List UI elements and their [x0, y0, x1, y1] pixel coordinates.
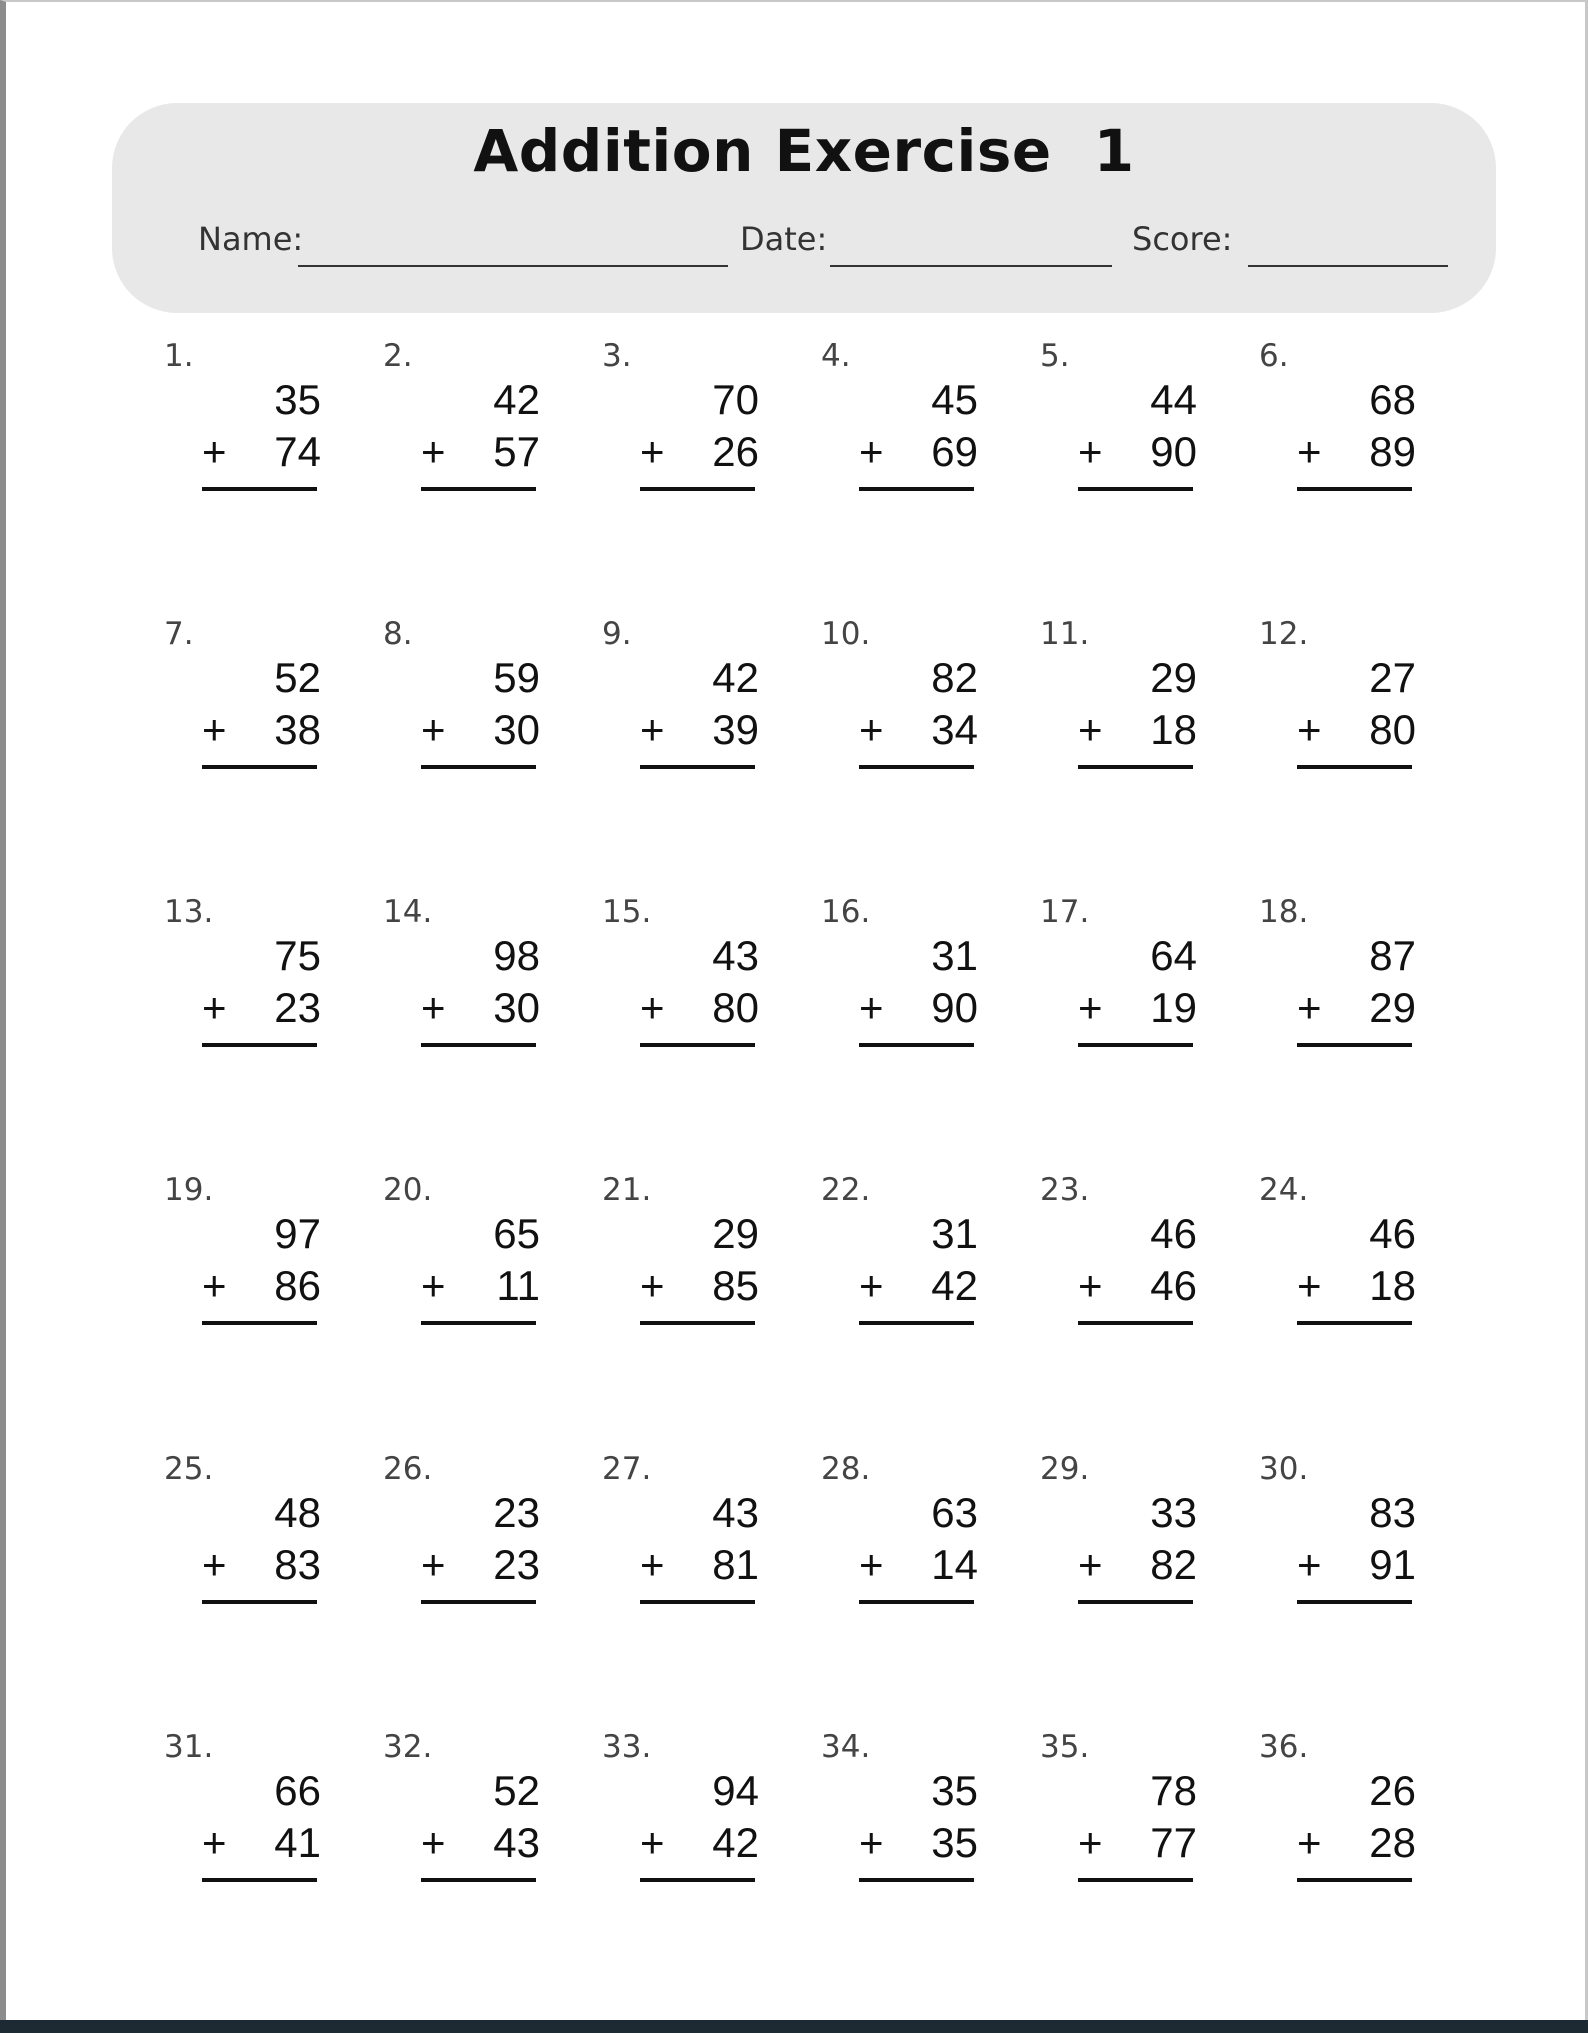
problem-item — [602, 1451, 802, 1631]
problem-item — [1040, 1172, 1240, 1352]
plus-sign: + — [859, 984, 884, 1031]
plus-sign: + — [859, 428, 884, 475]
first-addend: 44 — [1150, 376, 1197, 423]
answer-line[interactable] — [859, 765, 974, 769]
problem-number: 29. — [1040, 1451, 1090, 1487]
first-addend: 98 — [493, 932, 540, 979]
problem-item — [383, 1729, 583, 1909]
problem-number: 10. — [821, 616, 871, 652]
first-addend: 82 — [931, 654, 978, 701]
problem-item — [1040, 1451, 1240, 1631]
problem-item — [602, 338, 802, 518]
problem-item — [383, 616, 583, 796]
answer-line[interactable] — [640, 1878, 755, 1882]
plus-sign: + — [1297, 428, 1322, 475]
plus-sign: + — [421, 1541, 446, 1588]
problem-item — [1040, 1729, 1240, 1909]
problem-number: 16. — [821, 894, 871, 930]
answer-line[interactable] — [1297, 487, 1412, 491]
problem-item — [164, 894, 364, 1074]
problem-number: 11. — [1040, 616, 1090, 652]
second-addend: 89 — [1369, 428, 1416, 475]
second-addend: 29 — [1369, 984, 1416, 1031]
plus-sign: + — [1078, 428, 1103, 475]
second-addend: 80 — [1369, 706, 1416, 753]
page-title — [112, 117, 1496, 185]
answer-line[interactable] — [421, 1600, 536, 1604]
answer-line[interactable] — [202, 1043, 317, 1047]
plus-sign: + — [202, 984, 227, 1031]
problem-number: 18. — [1259, 894, 1309, 930]
plus-sign: + — [421, 1819, 446, 1866]
first-addend: 23 — [493, 1489, 540, 1536]
answer-line[interactable] — [859, 1878, 974, 1882]
answer-line[interactable] — [421, 487, 536, 491]
answer-line[interactable] — [1297, 1878, 1412, 1882]
plus-sign: + — [202, 1541, 227, 1588]
plus-sign: + — [1078, 1541, 1103, 1588]
problem-item — [1259, 894, 1459, 1074]
first-addend: 43 — [712, 932, 759, 979]
second-addend: 69 — [931, 428, 978, 475]
first-addend: 48 — [274, 1489, 321, 1536]
problem-item — [1040, 338, 1240, 518]
plus-sign: + — [640, 1262, 665, 1309]
plus-sign: + — [640, 428, 665, 475]
second-addend: 26 — [712, 428, 759, 475]
problem-item — [383, 894, 583, 1074]
problem-item — [821, 616, 1021, 796]
first-addend: 43 — [712, 1489, 759, 1536]
problem-number: 26. — [383, 1451, 433, 1487]
second-addend: 19 — [1150, 984, 1197, 1031]
problem-number: 33. — [602, 1729, 652, 1765]
answer-line[interactable] — [1297, 1600, 1412, 1604]
second-addend: 28 — [1369, 1819, 1416, 1866]
answer-line[interactable] — [202, 487, 317, 491]
plus-sign: + — [1078, 706, 1103, 753]
problem-number: 15. — [602, 894, 652, 930]
score-label: Score: — [1132, 220, 1233, 258]
answer-line[interactable] — [1297, 1321, 1412, 1325]
second-addend: 74 — [274, 428, 321, 475]
problem-number: 24. — [1259, 1172, 1309, 1208]
plus-sign: + — [859, 1819, 884, 1866]
answer-line[interactable] — [1078, 487, 1193, 491]
problem-number: 4. — [821, 338, 851, 374]
plus-sign: + — [640, 1541, 665, 1588]
first-addend: 35 — [274, 376, 321, 423]
plus-sign: + — [640, 1819, 665, 1866]
plus-sign: + — [202, 706, 227, 753]
second-addend: 42 — [931, 1262, 978, 1309]
problem-item — [164, 616, 364, 796]
title-text: Addition Exercise — [473, 117, 1052, 185]
plus-sign: + — [421, 984, 446, 1031]
second-addend: 80 — [712, 984, 759, 1031]
problem-number: 2. — [383, 338, 413, 374]
problem-number: 3. — [602, 338, 632, 374]
problem-number: 31. — [164, 1729, 214, 1765]
problem-number: 12. — [1259, 616, 1309, 652]
problem-number: 23. — [1040, 1172, 1090, 1208]
answer-line[interactable] — [640, 765, 755, 769]
plus-sign: + — [1297, 1819, 1322, 1866]
second-addend: 83 — [274, 1541, 321, 1588]
first-addend: 52 — [274, 654, 321, 701]
second-addend: 82 — [1150, 1541, 1197, 1588]
first-addend: 59 — [493, 654, 540, 701]
second-addend: 43 — [493, 1819, 540, 1866]
plus-sign: + — [1297, 1262, 1322, 1309]
problem-number: 28. — [821, 1451, 871, 1487]
second-addend: 23 — [274, 984, 321, 1031]
plus-sign: + — [202, 1262, 227, 1309]
second-addend: 18 — [1150, 706, 1197, 753]
problem-number: 8. — [383, 616, 413, 652]
first-addend: 83 — [1369, 1489, 1416, 1536]
second-addend: 41 — [274, 1819, 321, 1866]
plus-sign: + — [421, 706, 446, 753]
problem-item — [383, 1451, 583, 1631]
plus-sign: + — [1297, 984, 1322, 1031]
problem-item — [164, 1729, 364, 1909]
answer-line[interactable] — [1078, 1321, 1193, 1325]
answer-line[interactable] — [421, 1321, 536, 1325]
date-field[interactable] — [830, 265, 1112, 267]
answer-line[interactable] — [1078, 1043, 1193, 1047]
problem-number: 32. — [383, 1729, 433, 1765]
answer-line[interactable] — [421, 1043, 536, 1047]
answer-line[interactable] — [202, 1878, 317, 1882]
problem-item — [821, 338, 1021, 518]
plus-sign: + — [1078, 984, 1103, 1031]
problem-item — [602, 1729, 802, 1909]
second-addend: 90 — [1150, 428, 1197, 475]
plus-sign: + — [859, 1262, 884, 1309]
first-addend: 31 — [931, 932, 978, 979]
second-addend: 91 — [1369, 1541, 1416, 1588]
second-addend: 38 — [274, 706, 321, 753]
name-label: Name: — [198, 220, 304, 258]
first-addend: 87 — [1369, 932, 1416, 979]
answer-line[interactable] — [859, 1043, 974, 1047]
second-addend: 23 — [493, 1541, 540, 1588]
problem-item — [164, 338, 364, 518]
plus-sign: + — [859, 1541, 884, 1588]
plus-sign: + — [421, 1262, 446, 1309]
answer-line[interactable] — [202, 765, 317, 769]
problem-number: 34. — [821, 1729, 871, 1765]
first-addend: 66 — [274, 1767, 321, 1814]
first-addend: 26 — [1369, 1767, 1416, 1814]
second-addend: 42 — [712, 1819, 759, 1866]
first-addend: 97 — [274, 1210, 321, 1257]
plus-sign: + — [640, 706, 665, 753]
answer-line[interactable] — [1078, 1600, 1193, 1604]
first-addend: 64 — [1150, 932, 1197, 979]
plus-sign: + — [202, 428, 227, 475]
problem-item — [1259, 616, 1459, 796]
second-addend: 34 — [931, 706, 978, 753]
problem-number: 25. — [164, 1451, 214, 1487]
problem-number: 6. — [1259, 338, 1289, 374]
second-addend: 18 — [1369, 1262, 1416, 1309]
second-addend: 35 — [931, 1819, 978, 1866]
problem-number: 13. — [164, 894, 214, 930]
problem-item — [1259, 1172, 1459, 1352]
answer-line[interactable] — [202, 1600, 317, 1604]
problem-item — [164, 1451, 364, 1631]
problem-item — [821, 894, 1021, 1074]
date-label: Date: — [740, 220, 828, 258]
answer-line[interactable] — [421, 765, 536, 769]
answer-line[interactable] — [1297, 765, 1412, 769]
problem-item — [821, 1729, 1021, 1909]
second-addend: 77 — [1150, 1819, 1197, 1866]
first-addend: 42 — [712, 654, 759, 701]
problem-item — [383, 1172, 583, 1352]
answer-line[interactable] — [640, 1600, 755, 1604]
problem-number: 5. — [1040, 338, 1070, 374]
plus-sign: + — [859, 706, 884, 753]
problem-number: 22. — [821, 1172, 871, 1208]
first-addend: 29 — [1150, 654, 1197, 701]
plus-sign: + — [1078, 1819, 1103, 1866]
first-addend: 31 — [931, 1210, 978, 1257]
problem-number: 35. — [1040, 1729, 1090, 1765]
plus-sign: + — [202, 1819, 227, 1866]
problem-number: 36. — [1259, 1729, 1309, 1765]
problem-item — [383, 338, 583, 518]
second-addend: 85 — [712, 1262, 759, 1309]
answer-line[interactable] — [1078, 765, 1193, 769]
problem-item — [1259, 1451, 1459, 1631]
plus-sign: + — [421, 428, 446, 475]
second-addend: 39 — [712, 706, 759, 753]
first-addend: 63 — [931, 1489, 978, 1536]
title-number: 1 — [1093, 117, 1135, 185]
second-addend: 11 — [496, 1262, 540, 1309]
problem-number: 21. — [602, 1172, 652, 1208]
problem-item — [602, 1172, 802, 1352]
first-addend: 33 — [1150, 1489, 1197, 1536]
problem-number: 1. — [164, 338, 194, 374]
second-addend: 86 — [274, 1262, 321, 1309]
first-addend: 78 — [1150, 1767, 1197, 1814]
problem-item — [602, 894, 802, 1074]
problem-number: 7. — [164, 616, 194, 652]
answer-line[interactable] — [1078, 1878, 1193, 1882]
first-addend: 68 — [1369, 376, 1416, 423]
answer-line[interactable] — [640, 487, 755, 491]
first-addend: 46 — [1369, 1210, 1416, 1257]
answer-line[interactable] — [202, 1321, 317, 1325]
first-addend: 27 — [1369, 654, 1416, 701]
problem-number: 17. — [1040, 894, 1090, 930]
plus-sign: + — [1078, 1262, 1103, 1309]
second-addend: 81 — [712, 1541, 759, 1588]
first-addend: 29 — [712, 1210, 759, 1257]
answer-line[interactable] — [859, 1600, 974, 1604]
problem-item — [1259, 1729, 1459, 1909]
first-addend: 46 — [1150, 1210, 1197, 1257]
problem-item — [821, 1451, 1021, 1631]
first-addend: 52 — [493, 1767, 540, 1814]
problem-item — [1259, 338, 1459, 518]
plus-sign: + — [1297, 1541, 1322, 1588]
problem-number: 30. — [1259, 1451, 1309, 1487]
second-addend: 46 — [1150, 1262, 1197, 1309]
plus-sign: + — [640, 984, 665, 1031]
second-addend: 57 — [493, 428, 540, 475]
answer-line[interactable] — [859, 1321, 974, 1325]
first-addend: 94 — [712, 1767, 759, 1814]
answer-line[interactable] — [859, 487, 974, 491]
problem-number: 9. — [602, 616, 632, 652]
score-field[interactable] — [1248, 265, 1448, 267]
first-addend: 70 — [712, 376, 759, 423]
problem-item — [821, 1172, 1021, 1352]
plus-sign: + — [1297, 706, 1322, 753]
name-field[interactable] — [298, 265, 728, 267]
problem-item — [1040, 894, 1240, 1074]
problem-number: 14. — [383, 894, 433, 930]
answer-line[interactable] — [640, 1043, 755, 1047]
problem-number: 20. — [383, 1172, 433, 1208]
problem-number: 19. — [164, 1172, 214, 1208]
problem-item — [602, 616, 802, 796]
first-addend: 75 — [274, 932, 321, 979]
problem-item — [164, 1172, 364, 1352]
answer-line[interactable] — [1297, 1043, 1412, 1047]
second-addend: 90 — [931, 984, 978, 1031]
answer-line[interactable] — [421, 1878, 536, 1882]
second-addend: 30 — [493, 984, 540, 1031]
first-addend: 35 — [931, 1767, 978, 1814]
answer-line[interactable] — [640, 1321, 755, 1325]
problem-number: 27. — [602, 1451, 652, 1487]
first-addend: 65 — [493, 1210, 540, 1257]
second-addend: 30 — [493, 706, 540, 753]
second-addend: 14 — [931, 1541, 978, 1588]
worksheet-header — [112, 103, 1496, 313]
first-addend: 42 — [493, 376, 540, 423]
first-addend: 45 — [931, 376, 978, 423]
problem-item — [1040, 616, 1240, 796]
